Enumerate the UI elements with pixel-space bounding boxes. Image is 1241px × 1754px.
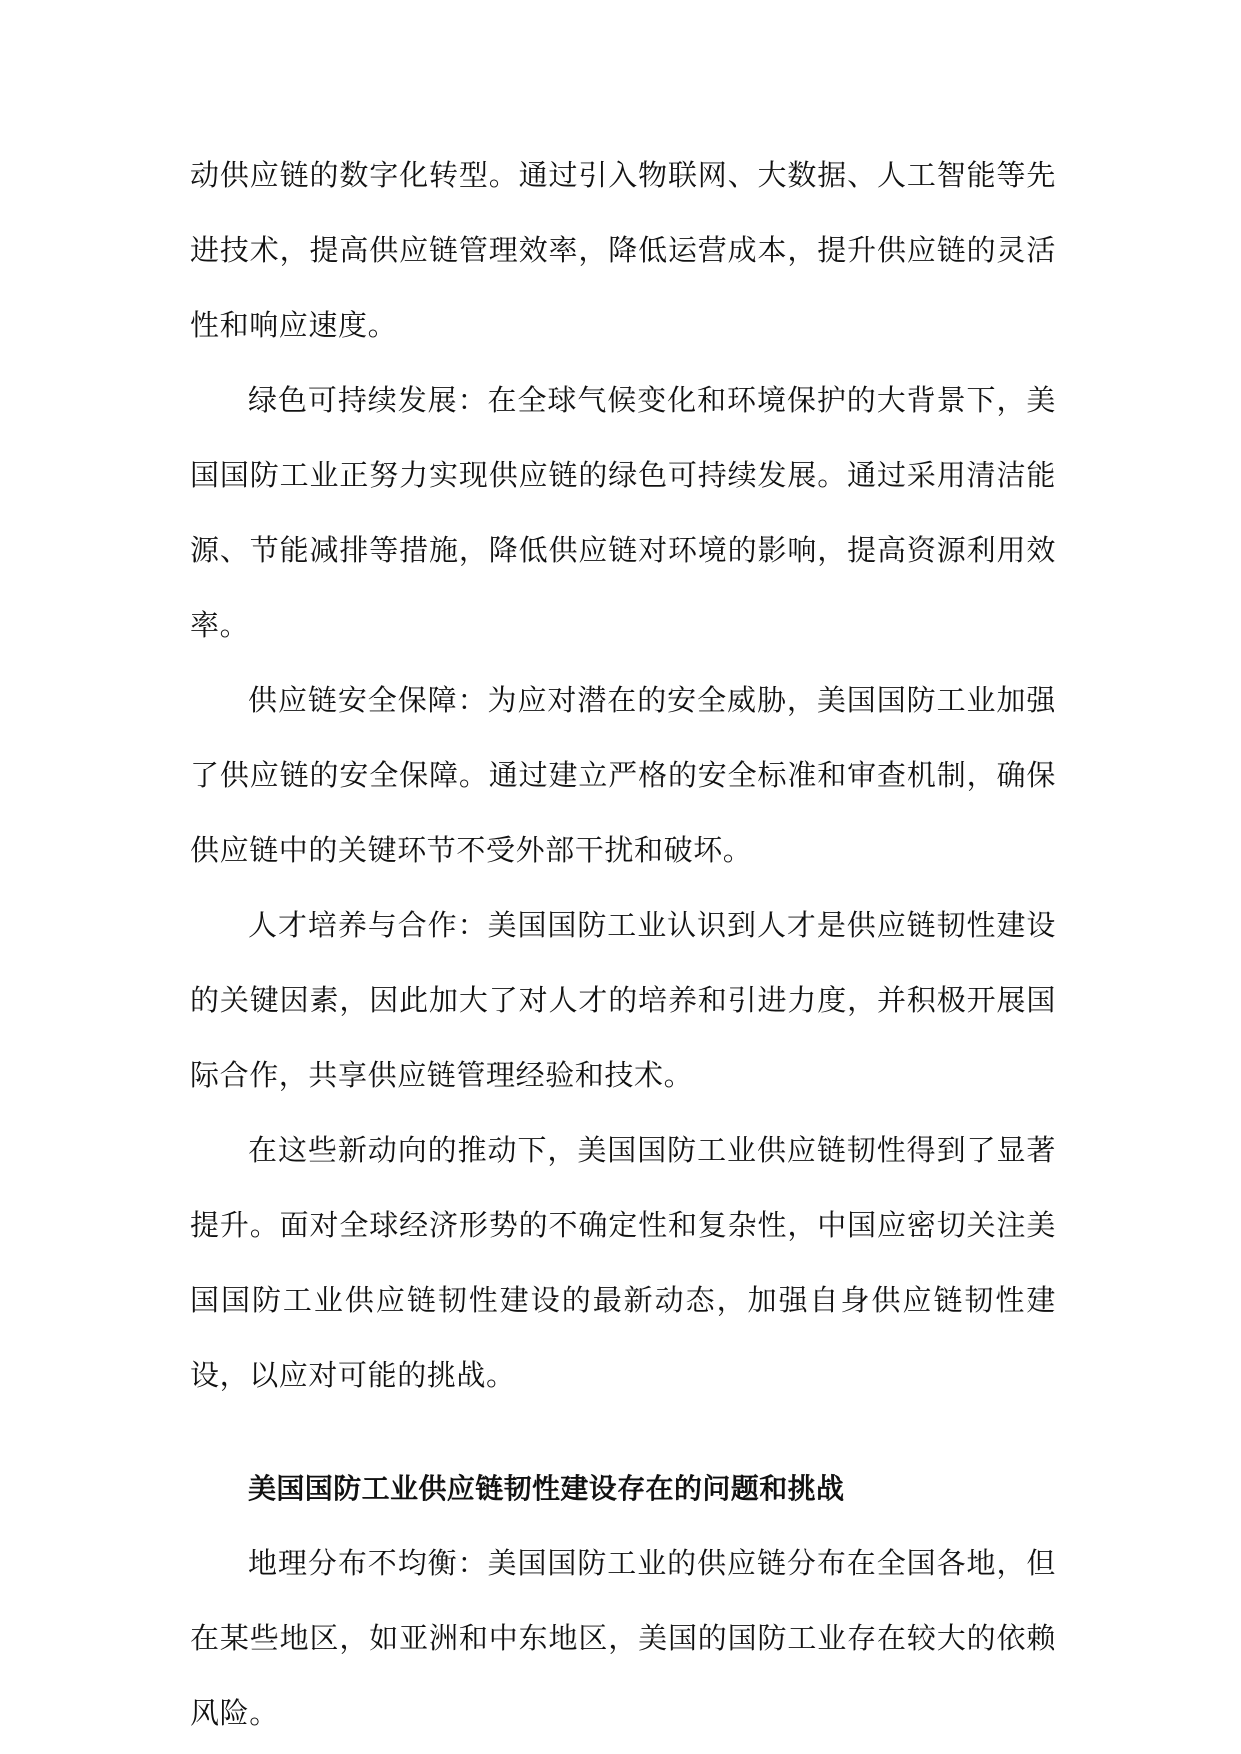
paragraph-talent-cooperation: 人才培养与合作：美国国防工业认识到人才是供应链韧性建设的关键因素，因此加大了对人才的培养和引进力度，并积极开展国际合作，共享供应链管理经验和技术。 xyxy=(190,908,1056,1092)
section-heading: 美国国防工业供应链韧性建设存在的问题和挑战 xyxy=(248,1472,845,1505)
paragraph-security-assurance: 供应链安全保障：为应对潜在的安全威胁，美国国防工业加强了供应链的安全保障。通过建立严格的安全标准和审查机制，确保供应链中的关键环节不受外部干扰和破坏。 xyxy=(190,683,1056,867)
paragraph-geographic-imbalance: 地理分布不均衡：美国国防工业的供应链分布在全国各地，但在某些地区，如亚洲和中东地区，美国的国防工业存在较大的依赖风险。 xyxy=(190,1546,1056,1730)
paragraph-green-sustainability: 绿色可持续发展：在全球气候变化和环境保护的大背景下，美国国防工业正努力实现供应链的绿色可持续发展。通过采用清洁能源、节能减排等措施，降低供应链对环境的影响，提高资源利用效率。 xyxy=(190,383,1056,642)
document-body xyxy=(190,138,1056,1751)
paragraph-summary: 在这些新动向的推动下，美国国防工业供应链韧性得到了显著提升。面对全球经济形势的不确定性和复杂性，中国应密切关注美国国防工业供应链韧性建设的最新动态，加强自身供应链韧性建设，以应对可能的挑战。 xyxy=(190,1133,1056,1392)
paragraph-digital-transformation: 动供应链的数字化转型。通过引入物联网、大数据、人工智能等先进技术，提高供应链管理效率，降低运营成本，提升供应链的灵活性和响应速度。 xyxy=(190,158,1056,342)
